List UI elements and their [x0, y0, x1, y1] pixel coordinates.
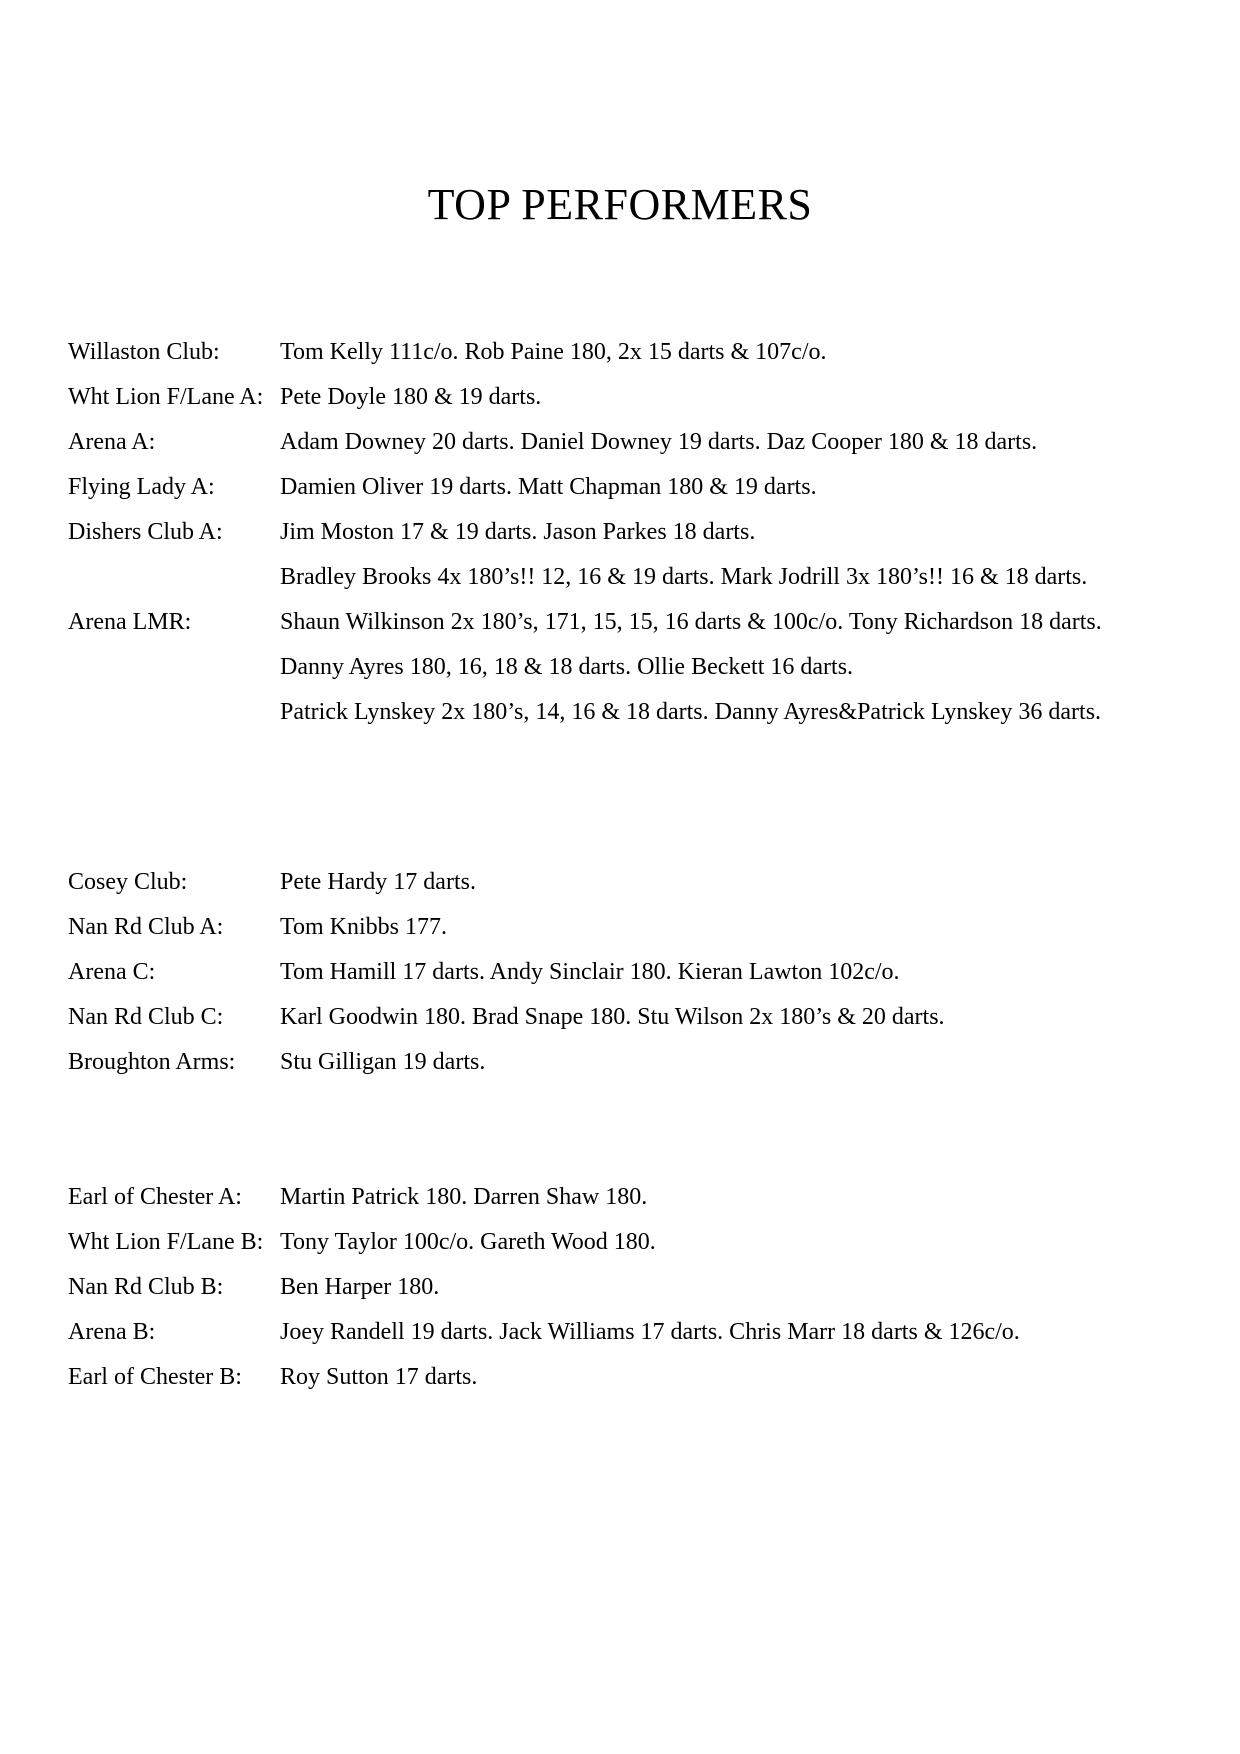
performer-row [68, 465, 1220, 510]
performer-detail: Tom Kelly 111c/o. Rob Paine 180, 2x 15 darts & 107c/o. [280, 339, 827, 365]
club-label: Arena LMR: [68, 609, 192, 635]
performer-detail: Karl Goodwin 180. Brad Snape 180. Stu Wilson 2x 180’s & 20 darts. [280, 1004, 945, 1030]
performer-detail: Danny Ayres 180, 16, 18 & 18 darts. Ollie Beckett 16 darts. [280, 654, 854, 680]
performer-row [68, 645, 1220, 690]
performer-row [68, 1310, 1220, 1355]
performer-row [68, 950, 1220, 995]
club-label: Arena A: [68, 429, 156, 455]
performer-row [68, 1265, 1220, 1310]
club-label: Earl of Chester B: [68, 1364, 242, 1390]
performer-row [68, 600, 1220, 645]
club-label: Dishers Club A: [68, 519, 223, 545]
performer-detail: Stu Gilligan 19 darts. [280, 1049, 486, 1075]
club-label [68, 690, 280, 735]
club-label: Cosey Club: [68, 869, 188, 895]
performer-detail: Pete Hardy 17 darts. [280, 869, 476, 895]
performer-detail: Pete Doyle 180 & 19 darts. [280, 384, 542, 410]
performer-row [68, 375, 1220, 420]
performer-row [68, 1175, 1220, 1220]
performer-detail: Tom Knibbs 177. [280, 914, 447, 940]
performer-detail: Tom Hamill 17 darts. Andy Sinclair 180. Kieran Lawton 102c/o. [280, 959, 900, 985]
club-label [68, 555, 280, 600]
performer-row [68, 860, 1220, 905]
performer-detail: Martin Patrick 180. Darren Shaw 180. [280, 1184, 648, 1210]
performer-row [68, 330, 1220, 375]
performers-section-3 [68, 1175, 1220, 1400]
club-label: Nan Rd Club C: [68, 1004, 224, 1030]
performer-row [68, 995, 1220, 1040]
performer-detail: Patrick Lynskey 2x 180’s, 14, 16 & 18 darts. Danny Ayres&Patrick Lynskey 36 darts. [280, 699, 1102, 725]
club-label: Wht Lion F/Lane A: [68, 384, 264, 410]
club-label: Broughton Arms: [68, 1049, 236, 1075]
performer-row [68, 690, 1220, 735]
performer-row [68, 420, 1220, 465]
club-label: Flying Lady A: [68, 474, 215, 500]
performer-row [68, 510, 1220, 555]
performer-row [68, 1040, 1220, 1085]
club-label: Wht Lion F/Lane B: [68, 1229, 264, 1255]
club-label: Nan Rd Club A: [68, 914, 224, 940]
club-label: Earl of Chester A: [68, 1184, 242, 1210]
performer-detail: Damien Oliver 19 darts. Matt Chapman 180 & 19 darts. [280, 474, 817, 500]
performer-detail: Adam Downey 20 darts. Daniel Downey 19 darts. Daz Cooper 180 & 18 darts. [280, 429, 1038, 455]
performer-detail: Ben Harper 180. [280, 1274, 440, 1300]
performer-detail: Shaun Wilkinson 2x 180’s, 171, 15, 15, 16 darts & 100c/o. Tony Richardson 18 darts. [280, 609, 1102, 635]
performer-row [68, 555, 1220, 600]
performers-section-2 [68, 860, 1220, 1085]
performer-row [68, 1355, 1220, 1400]
performer-detail: Bradley Brooks 4x 180’s!! 12, 16 & 19 darts. Mark Jodrill 3x 180’s!! 16 & 18 darts. [280, 564, 1088, 590]
performers-section-1 [68, 330, 1220, 735]
club-label: Willaston Club: [68, 339, 220, 365]
performer-detail: Roy Sutton 17 darts. [280, 1364, 478, 1390]
performer-detail: Tony Taylor 100c/o. Gareth Wood 180. [280, 1229, 656, 1255]
club-label: Arena B: [68, 1319, 156, 1345]
performer-detail: Jim Moston 17 & 19 darts. Jason Parkes 18 darts. [280, 519, 756, 545]
performer-row [68, 905, 1220, 950]
performer-row [68, 1220, 1220, 1265]
club-label: Arena C: [68, 959, 156, 985]
page-title: TOP PERFORMERS [427, 180, 813, 229]
club-label: Nan Rd Club B: [68, 1274, 224, 1300]
club-label [68, 645, 280, 690]
performer-detail: Joey Randell 19 darts. Jack Williams 17 darts. Chris Marr 18 darts & 126c/o. [280, 1319, 1020, 1345]
